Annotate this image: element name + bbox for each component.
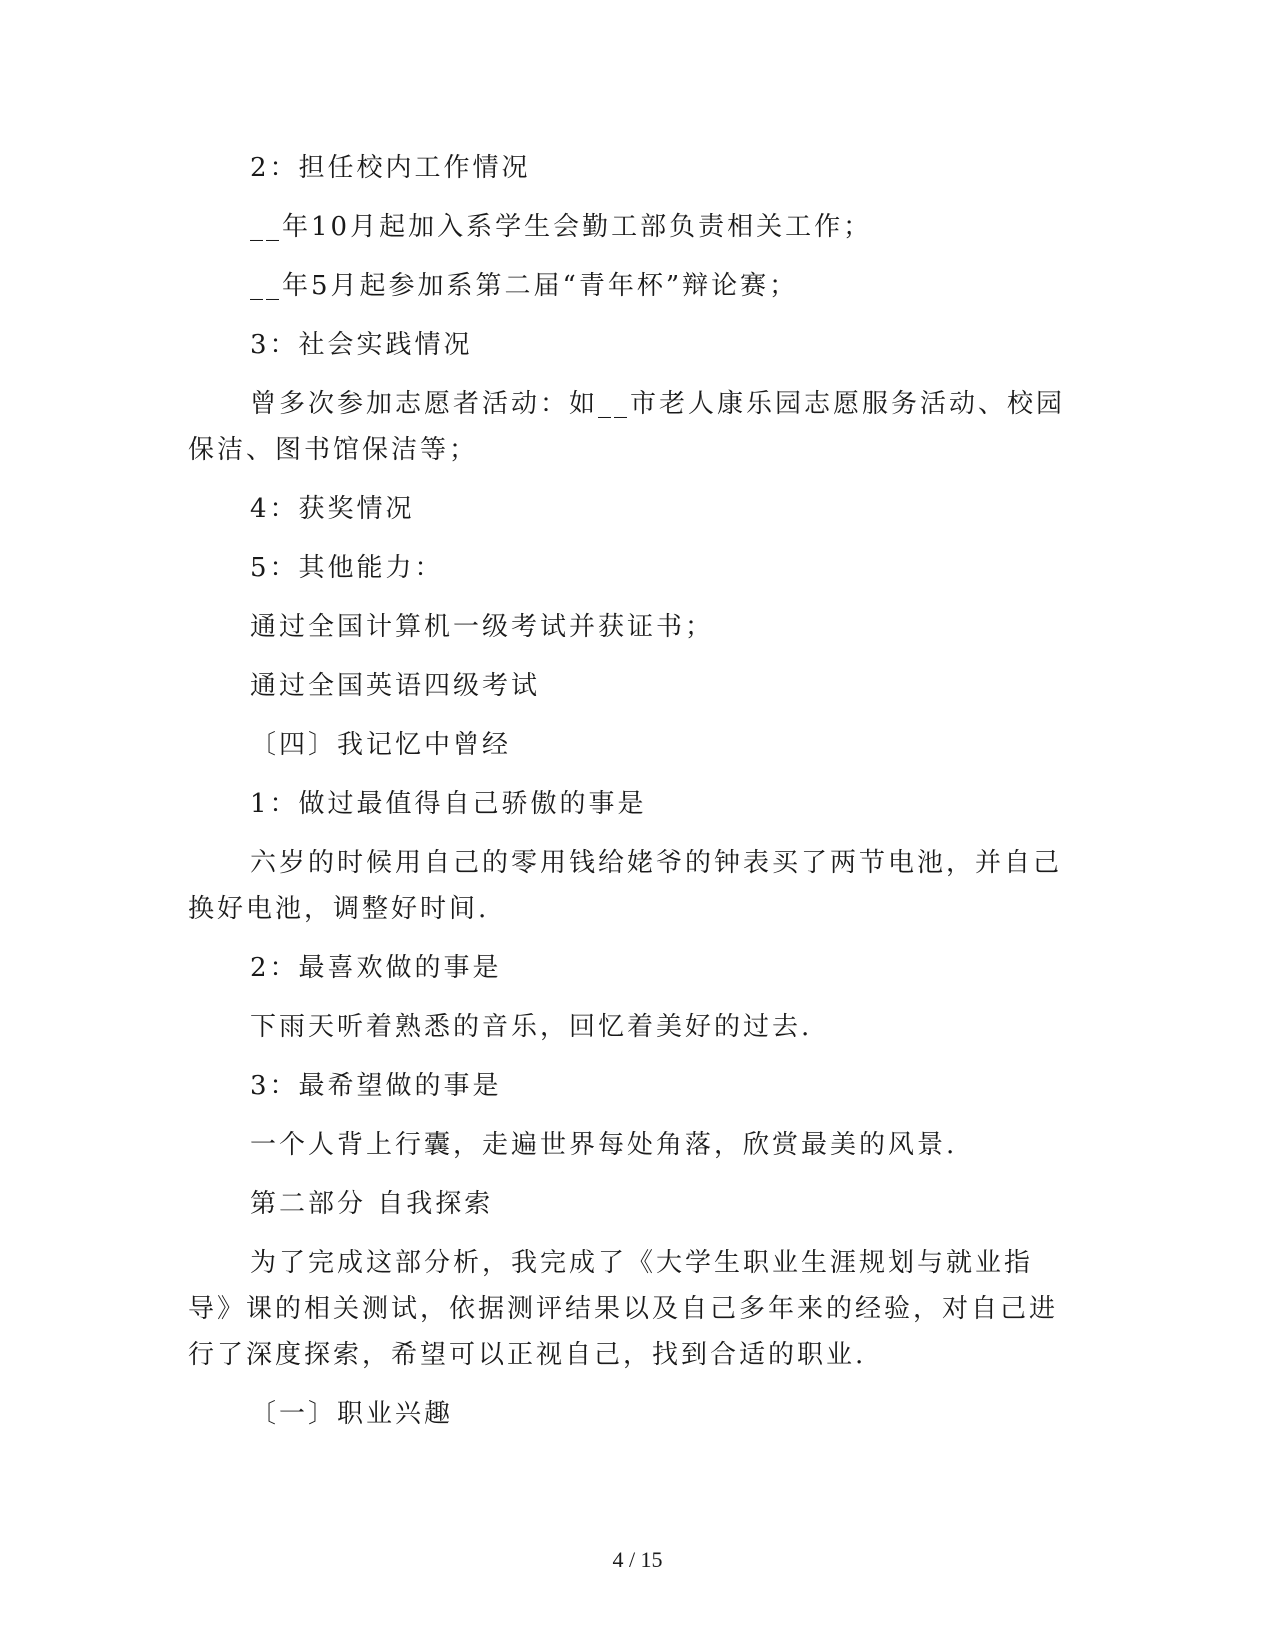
paragraph: 通过全国英语四级考试 [250, 671, 541, 701]
paragraph: 通过全国计算机一级考试并获证书； [250, 612, 715, 642]
paragraph: 5：其他能力： [250, 553, 444, 583]
page-number: 4 / 15 [612, 1547, 663, 1572]
paragraph: 下雨天听着熟悉的音乐，回忆着美好的过去. [250, 1012, 813, 1042]
section-heading: 第二部分 自我探索 [250, 1189, 494, 1219]
paragraph: 六岁的时候用自己的零用钱给姥爷的钟表买了两节电池，并自己换好电池，调整好时间. [188, 848, 1063, 924]
paragraph: __年10月起加入系学生会勤工部负责相关工作； [250, 212, 873, 242]
paragraph: 一个人背上行囊，走遍世界每处角落，欣赏最美的风景. [250, 1130, 958, 1160]
paragraph: 2：担任校内工作情况 [250, 153, 531, 183]
paragraph: 1：做过最值得自己骄傲的事是 [250, 789, 647, 819]
paragraph: 4：获奖情况 [250, 494, 415, 524]
paragraph: __年5月起参加系第二届“青年杯”辩论赛； [250, 271, 799, 301]
section-heading: 〔四〕我记忆中曾经 [250, 730, 512, 760]
paragraph: 2：最喜欢做的事是 [250, 953, 502, 983]
paragraph: 曾多次参加志愿者活动：如__市老人康乐园志愿服务活动、校园保洁、图书馆保洁等； [188, 389, 1066, 465]
paragraph: 为了完成这部分析，我完成了《大学生职业生涯规划与就业指导》课的相关测试，依据测评结果以及自己多年来的经验，对自己进行了深度探索，希望可以正视自己，找到合适的职业. [188, 1248, 1059, 1370]
section-heading: 〔一〕职业兴趣 [250, 1399, 454, 1429]
document-body [188, 145, 1068, 1450]
paragraph: 3：最希望做的事是 [250, 1071, 502, 1101]
paragraph: 3：社会实践情况 [250, 330, 473, 360]
